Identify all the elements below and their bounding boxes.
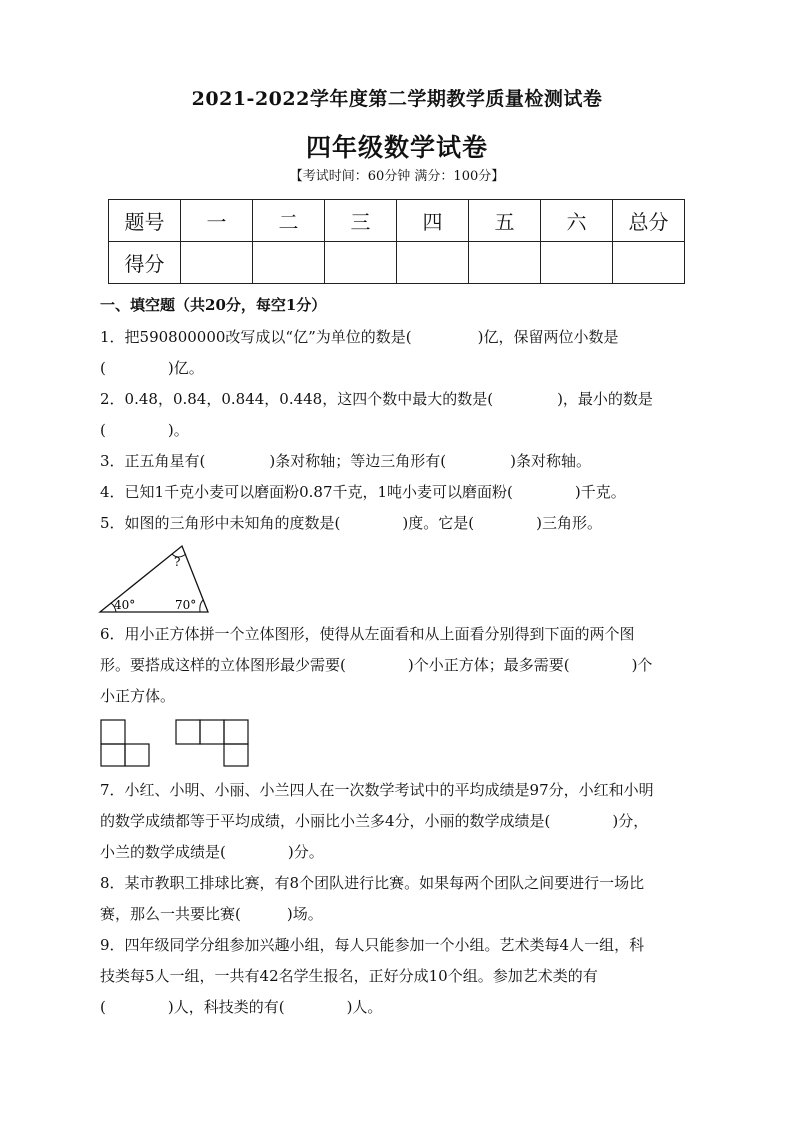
question-text: )，最小的数是 <box>557 390 653 408</box>
question-text: 6．用小正方体拼一个立体图形，使得从左面看和从上面看分别得到下面的两个图 <box>100 625 635 643</box>
question-3 <box>100 451 591 471</box>
question-text: )个 <box>631 656 653 674</box>
question-1-line-1 <box>100 327 618 347</box>
exam-info: 【考试时间：60分钟 满分：100分】 <box>289 169 505 184</box>
score-input-cell[interactable] <box>325 242 397 284</box>
score-input-cell[interactable] <box>253 242 325 284</box>
score-cell: 五 <box>469 200 541 242</box>
score-cell: 得分 <box>109 242 181 284</box>
question-text: )亿，保留两位小数是 <box>477 328 619 346</box>
score-cell: 一 <box>181 200 253 242</box>
question-7-line-3 <box>100 842 324 862</box>
question-text: ( <box>100 359 106 377</box>
question-text: 4．已知1千克小麦可以磨面粉0.87千克，1吨小麦可以磨面粉( <box>100 483 513 501</box>
question-2-line-1 <box>100 389 653 409</box>
question-text: 小正方体。 <box>100 687 176 705</box>
question-text: )分。 <box>287 843 324 861</box>
question-text: )人，科技类的有( <box>167 998 285 1016</box>
question-text: )条对称轴；等边三角形有( <box>269 452 447 470</box>
question-7-line-2 <box>100 811 648 831</box>
question-text: 8．某市教职工排球比赛，有8个团队进行比赛。如果每两个团队之间要进行一场比 <box>100 874 645 892</box>
score-input-cell[interactable] <box>541 242 613 284</box>
question-text: 3．正五角星有( <box>100 452 206 470</box>
right-angle-label: 70° <box>175 598 197 612</box>
score-cell: 题号 <box>109 200 181 242</box>
question-text: )三角形。 <box>536 514 602 532</box>
question-text: 技类每5人一组，一共有42名学生报名，正好分成10个组。参加艺术类的有 <box>100 967 598 985</box>
question-9-line-3 <box>100 997 382 1017</box>
question-text: )个小正方体；最多需要( <box>407 656 570 674</box>
question-6-line-3 <box>100 686 175 706</box>
question-2-line-2 <box>100 420 189 440</box>
score-cell: 二 <box>253 200 325 242</box>
score-cell: 四 <box>397 200 469 242</box>
question-6-line-1 <box>100 624 635 644</box>
question-text: )度。它是( <box>402 514 475 532</box>
question-text: ( <box>100 421 106 439</box>
question-text: )分， <box>612 812 649 830</box>
cube-views-figure <box>98 718 254 768</box>
question-text: ( <box>100 998 106 1016</box>
question-7-line-1 <box>100 780 654 800</box>
score-cell: 六 <box>541 200 613 242</box>
question-text: 1．把590800000改写成以“亿”为单位的数是( <box>100 328 412 346</box>
question-text: )。 <box>167 421 189 439</box>
section-heading: 一、填空题（共20分，每空1分） <box>100 296 327 314</box>
triangle-figure <box>98 544 212 616</box>
top-view-shape <box>176 720 248 766</box>
score-input-cell[interactable] <box>397 242 469 284</box>
question-8-line-2 <box>100 904 323 924</box>
score-input-cell[interactable] <box>181 242 253 284</box>
question-text: 形。要搭成这样的立体图形最少需要( <box>100 656 346 674</box>
question-9-line-2 <box>100 966 598 986</box>
score-cell: 三 <box>325 200 397 242</box>
score-cell: 总分 <box>613 200 685 242</box>
left-angle-label: 40° <box>114 598 136 612</box>
score-table <box>108 199 685 284</box>
exam-subtitle: 四年级数学试卷 <box>305 133 488 162</box>
question-9-line-1 <box>100 935 644 955</box>
question-4 <box>100 482 626 502</box>
question-text: 的数学成绩都等于平均成绩，小丽比小兰多4分，小丽的数学成绩是( <box>100 812 551 830</box>
question-text: )千克。 <box>574 483 626 501</box>
question-text: 小兰的数学成绩是( <box>100 843 226 861</box>
question-text: )条对称轴。 <box>510 452 591 470</box>
question-text: 2．0.48，0.84，0.844，0.448，这四个数中最大的数是( <box>100 390 494 408</box>
question-text: )亿。 <box>167 359 204 377</box>
question-8-line-1 <box>100 873 644 893</box>
question-text: )场。 <box>286 905 323 923</box>
score-input-cell[interactable] <box>469 242 541 284</box>
right-angle-arc <box>200 600 203 612</box>
score-table-score-row <box>109 242 685 284</box>
question-6-line-2 <box>100 655 652 675</box>
exam-title: 2021-2022学年度第二学期教学质量检测试卷 <box>191 88 603 110</box>
question-text: )人。 <box>346 998 383 1016</box>
question-text: 5．如图的三角形中未知角的度数是( <box>100 514 341 532</box>
question-1-line-2 <box>100 358 204 378</box>
unknown-angle-label: ? <box>174 555 181 569</box>
question-text: 9．四年级同学分组参加兴趣小组，每人只能参加一个小组。艺术类每4人一组，科 <box>100 936 645 954</box>
left-view-shape <box>101 720 149 766</box>
score-input-cell[interactable] <box>613 242 685 284</box>
question-text: 赛，那么一共要比赛( <box>100 905 241 923</box>
question-text: 7．小红、小明、小丽、小兰四人在一次数学考试中的平均成绩是97分，小红和小明 <box>100 781 654 799</box>
question-5 <box>100 513 602 533</box>
score-table-header-row <box>109 200 685 242</box>
